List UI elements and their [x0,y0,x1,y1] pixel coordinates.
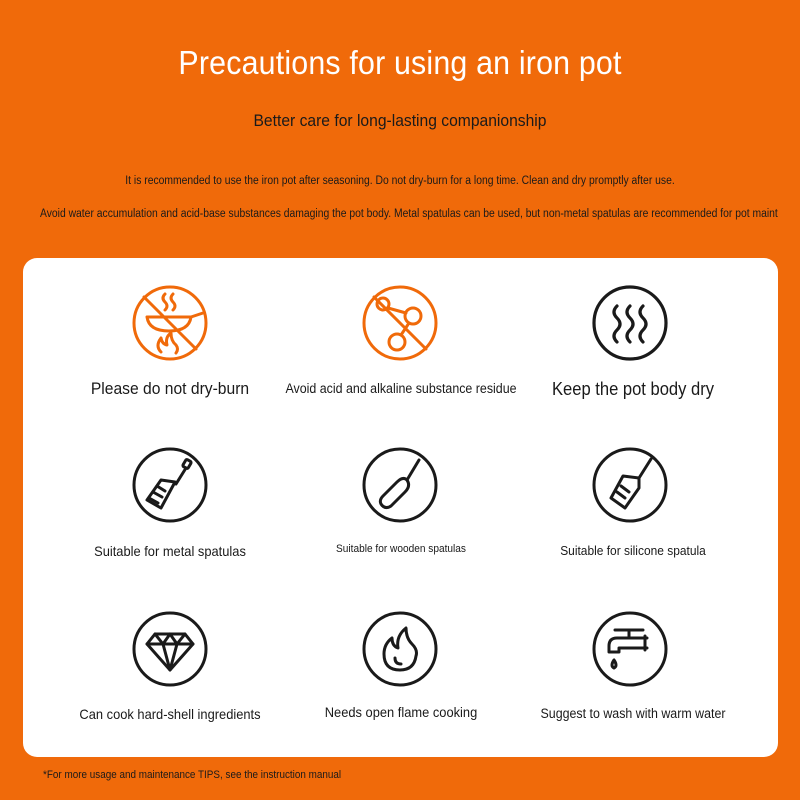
silicone-spatula-icon [591,446,669,524]
item-label-warm-water: Suggest to wash with warm water [540,706,726,721]
wooden-spatula-icon [361,446,439,524]
flame-icon [361,610,439,688]
no-dry-burn-icon [131,284,209,362]
item-label-open-flame: Needs open flame cooking [324,704,478,720]
item-label-keep-dry: Keep the pot body dry [551,379,715,399]
care-note-line-1: It is recommended to use the iron pot after seasoning. Do not dry-burn for a long time. Clean and dry promptly after use. [125,175,675,187]
page-subtitle: Better care for long-lasting companionship [253,111,547,130]
footer-note: *For more usage and maintenance TIPS, see the instruction manual [43,769,342,781]
item-label-no-acid-alkali: Avoid acid and alkaline substance residue [285,381,517,396]
care-note-line-2: Avoid water accumulation and acid-base substances damaging the pot body. Metal spatulas can be used, but non-metal spatulas are recommended for pot maint [40,208,778,220]
item-label-metal-spatula: Suitable for metal spatulas [94,543,246,559]
faucet-icon [591,610,669,688]
metal-spatula-icon [131,446,209,524]
diamond-icon [131,610,209,688]
no-acid-alkali-icon [361,284,439,362]
steam-dry-icon [591,284,669,362]
item-label-silicone-spatula: Suitable for silicone spatula [560,543,706,558]
precautions-card [23,258,778,757]
item-label-no-dry-burn: Please do not dry-burn [90,379,250,398]
page-title: Precautions for using an iron pot [178,44,622,81]
item-label-hard-shell: Can cook hard-shell ingredients [79,706,261,722]
item-label-wooden-spatula: Suitable for wooden spatulas [336,543,466,555]
